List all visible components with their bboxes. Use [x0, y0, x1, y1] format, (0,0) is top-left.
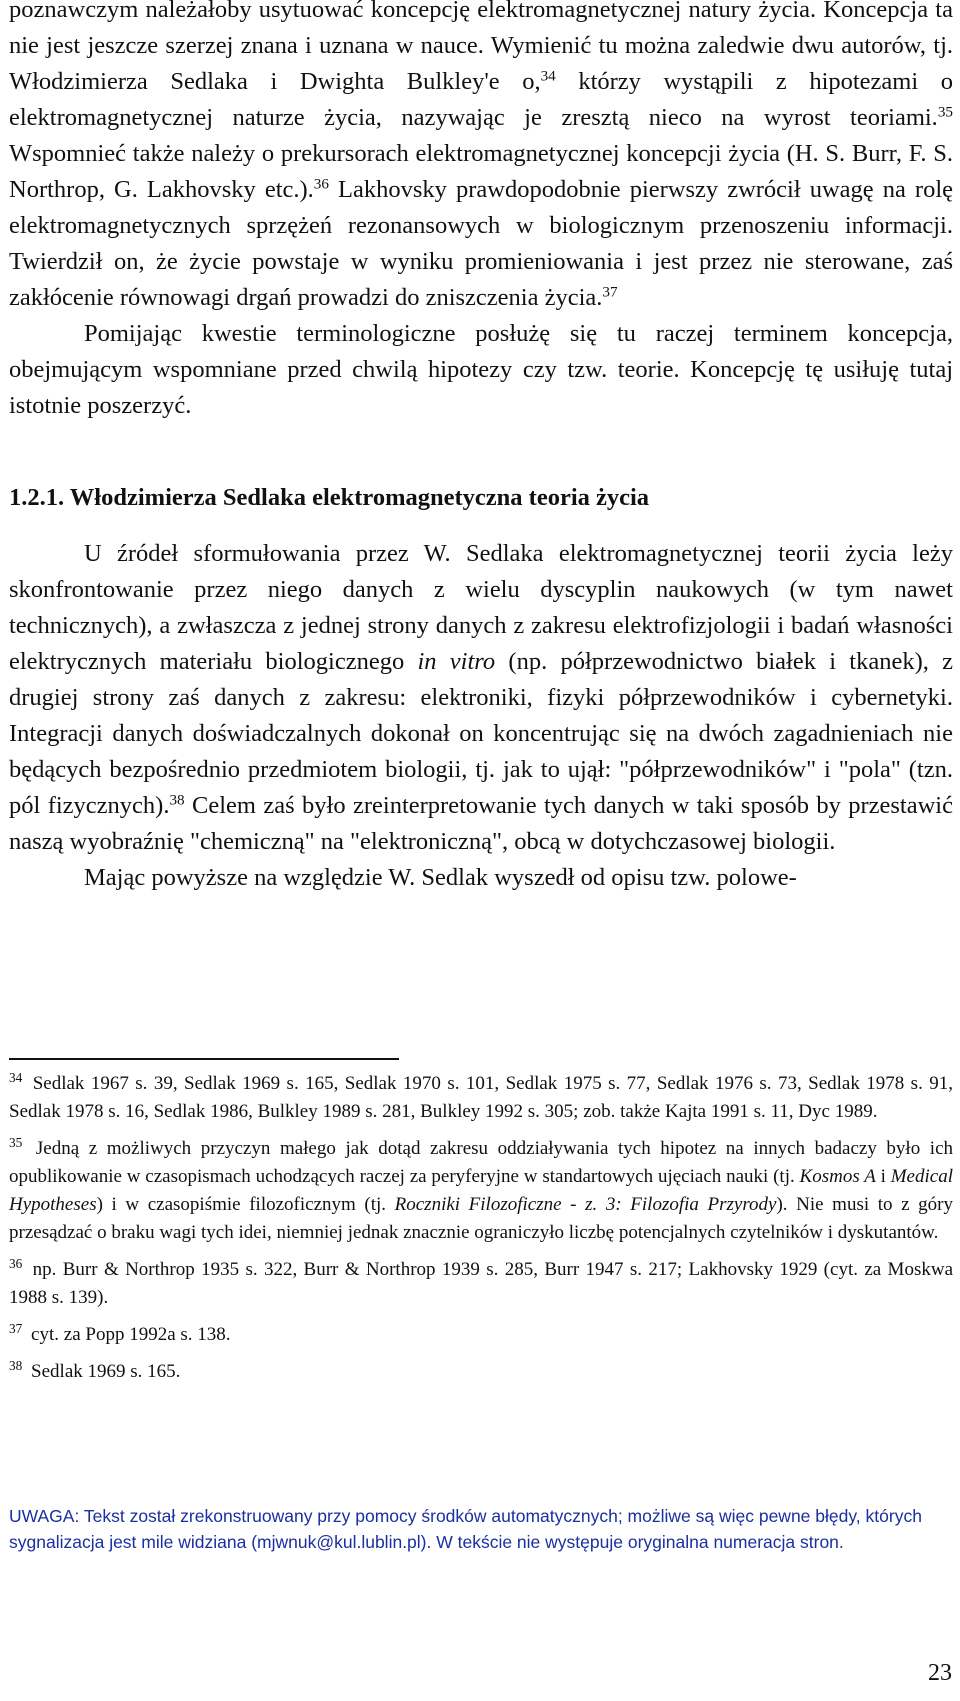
footnote-ref-36[interactable]: 36: [313, 175, 329, 193]
footnote-text: i: [875, 1166, 891, 1187]
footnote-38: [9, 1358, 953, 1386]
text-span: Wspomnieć także należy o prekursorach elektromagnetycznej koncepcji życia (H. S. Burr, F. S. Northrop, G. Lakhovsky etc.).: [9, 140, 953, 203]
footnote-ref-35[interactable]: 35: [937, 103, 953, 121]
paragraph-3: [9, 536, 953, 860]
footnote-number: 34: [9, 1069, 23, 1085]
footnote-divider: [9, 1058, 399, 1060]
section-heading: 1.2.1. Włodzimierza Sedlaka elektromagnetyczna teoria życia: [9, 484, 650, 511]
paragraph-4: Mając powyższe na względzie W. Sedlak wyszedł od opisu tzw. polowe-: [84, 864, 797, 891]
footnote-text: Jedną z możliwych przyczyn małego jak dotąd zakresu oddziaływania tych hipotez na innych badaczy było ich opublikowanie w czasopismach uchodzących raczej za peryferyjne w standartowych ujęciach nauki (tj.: [9, 1138, 953, 1187]
journal-title: Roczniki Filozoficzne - z. 3: Filozofia Przyrody: [394, 1194, 777, 1215]
footnote-37: [9, 1321, 953, 1349]
footnote-number: 37: [9, 1320, 23, 1336]
footnote-text: Sedlak 1967 s. 39, Sedlak 1969 s. 165, Sedlak 1970 s. 101, Sedlak 1975 s. 77, Sedlak 1976 s. 73, Sedlak 1978 s. 91, Sedlak 1978 s. 16, Sedlak 1986, Bulkley 1989 s. 281, Bulkley 1992 s. 305; zob. także Kajta 1991 s. 11, Dyc 1989.: [9, 1073, 953, 1122]
footnote-36: [9, 1256, 953, 1312]
footnote-number: 38: [9, 1357, 23, 1373]
reconstruction-notice: UWAGA: Tekst został zrekonstruowany przy pomocy środków automatycznych; możliwe są więc pewne błędy, których sygnalizacja jest mile widziana (mjwnuk@kul.lublin.pl). W tekście nie występuje oryginalna numeracja stron.: [9, 1506, 922, 1552]
italic-term: in vitro: [417, 648, 496, 675]
text-span: U źródeł sformułowania przez W. Sedlaka elektromagnetycznej teorii życia leży skonfrontowanie przez niego danych z wielu dyscyplin naukowych (w tym nawet technicznych), a zwłaszcza z jednej strony danych z zakresu elektrofizjologii i badań własności elektrycznych materiału biologicznego: [9, 540, 953, 675]
footnote-ref-37[interactable]: 37: [602, 283, 618, 301]
footnote-ref-38[interactable]: 38: [169, 791, 185, 809]
text-span: Celem zaś było zreinterpretowanie tych danych w taki sposób by przestawić naszą wyobraźnię "chemiczną" na "elektroniczną", obcą w dotychczasowej biologii.: [9, 792, 953, 855]
footnote-text: ). Nie musi to z góry przesądzać o braku wagi tych idei, niemniej jednak znacznie ograniczyło liczbę potencjalnych czytelników i dyskutantów.: [9, 1194, 953, 1243]
journal-title: Kosmos A: [799, 1166, 876, 1187]
footnote-text: np. Burr & Northrop 1935 s. 322, Burr & Northrop 1939 s. 285, Burr 1947 s. 217; Lakhovsky 1929 (cyt. za Moskwa 1988 s. 139).: [9, 1259, 953, 1308]
page-number: 23: [928, 1660, 952, 1686]
footnote-text: ) i w czasopiśmie filozoficznym (tj.: [96, 1194, 395, 1215]
text-span: (np. półprzewodnictwo białek i tkanek), z drugiej strony zaś danych z zakresu: elektroniki, fizyki półprzewodników i cybernetyki. Integracji danych doświadczalnych dokonał on koncentrując się na dwóch zagadnieniach nie będących bezpośrednio przedmiotem biologii, tj. jak to ujął: "półprzewodników" i "pola" (tzn. pól fizycznych).: [9, 648, 953, 819]
text-span: poznawczym należałoby usytuować koncepcję elektromagnetycznej natury życia. Koncepcja ta nie jest jeszcze szerzej znana i uznana w nauce. Wymienić tu można zaledwie dwu autorów, tj. Włodzimierza Sedlaka i Dwighta Bulkley'e o,: [9, 0, 953, 95]
paragraph-2: Pomijając kwestie terminologiczne posłużę się tu raczej terminem koncepcja, obejmującym wspomniane przed chwilą hipotezy czy tzw. teorie. Koncepcję tę usiłuję tutaj istotnie poszerzyć.: [9, 320, 953, 419]
paragraph-1: [9, 0, 953, 316]
footnote-ref-34[interactable]: 34: [540, 67, 556, 85]
footnote-34: [9, 1070, 953, 1126]
footnote-35: [9, 1135, 953, 1247]
footnotes: [9, 1070, 953, 1395]
text-span: Lakhovsky prawdopodobnie pierwszy zwrócił uwagę na rolę elektromagnetycznych sprzężeń rezonansowych w biologicznym przenoszeniu informacji. Twierdził on, że życie powstaje w wyniku promieniowania i jest przez nie sterowane, zaś zakłócenie równowagi drgań prowadzi do zniszczenia życia.: [9, 176, 954, 311]
footnote-number: 35: [9, 1134, 23, 1150]
text-span: którzy wystąpili z hipotezami o elektromagnetycznej naturze życia, nazywając je zresztą nieco na wyrost teoriami.: [9, 68, 953, 131]
journal-title: Medical Hypotheses: [9, 1166, 953, 1215]
footnote-text: Sedlak 1969 s. 165.: [26, 1361, 181, 1382]
main-text: [9, 0, 953, 896]
footnote-text: cyt. za Popp 1992a s. 138.: [26, 1324, 231, 1345]
footnote-number: 36: [9, 1255, 23, 1271]
